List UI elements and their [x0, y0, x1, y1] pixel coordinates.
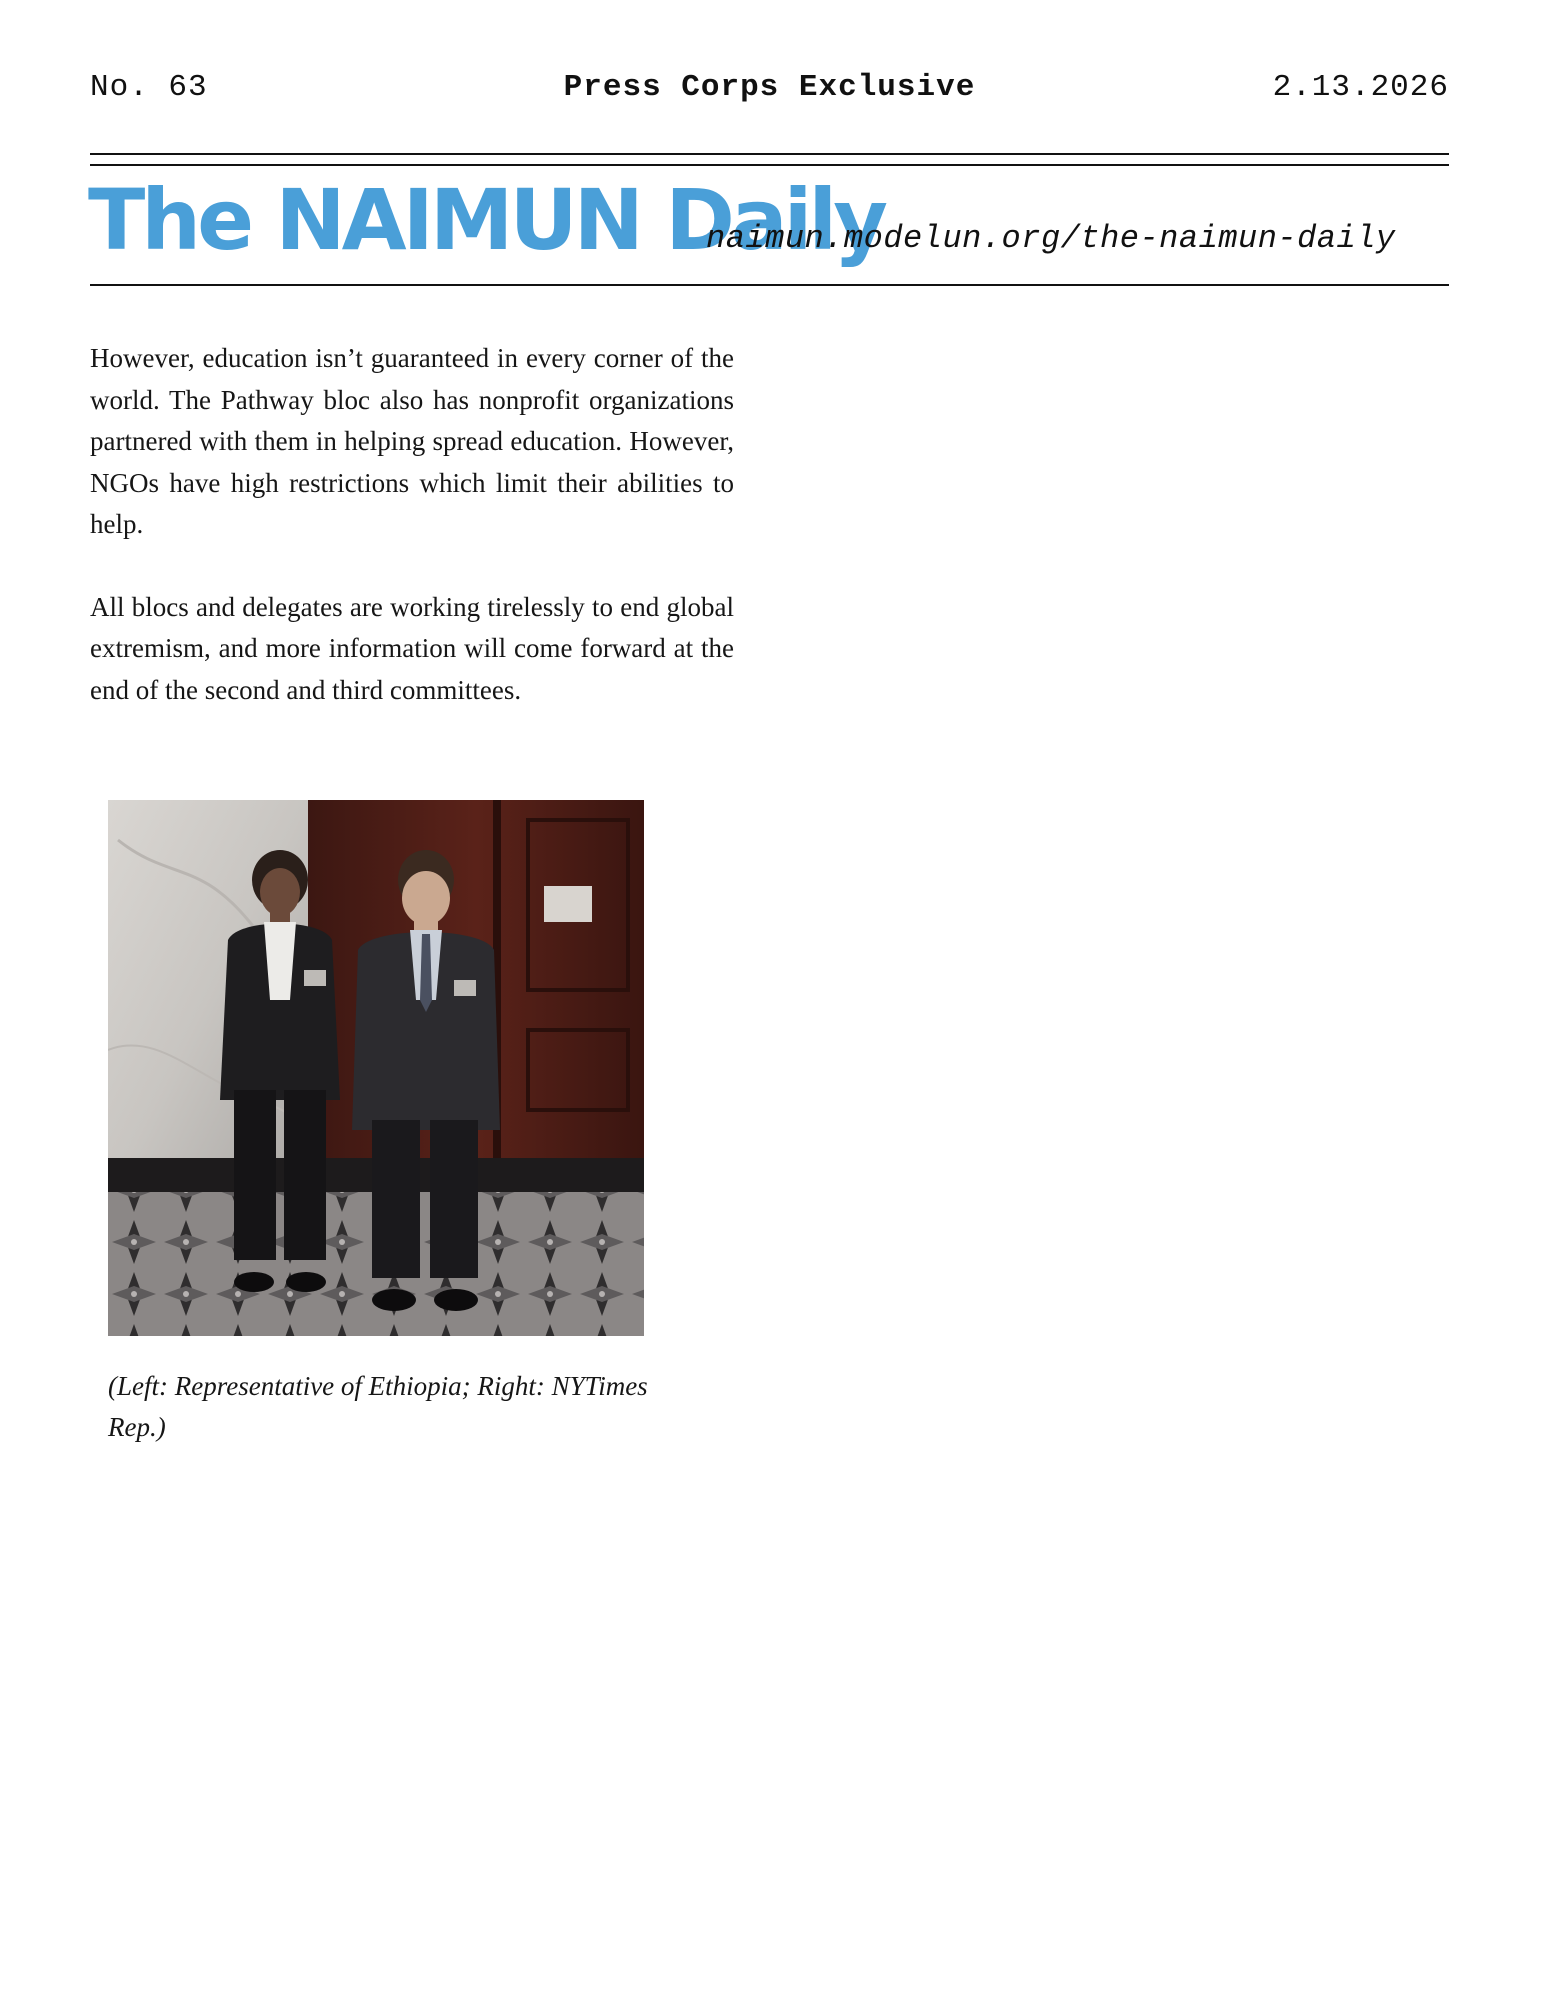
header-divider-top: [90, 153, 1449, 155]
header-divider-bottom: [90, 164, 1449, 166]
masthead-url: naimun.modelun.org/the-naimun-daily: [706, 220, 1396, 257]
article-paragraph: However, education isn’t guaranteed in every corner of the world. The Pathway bloc also has nonprofit organizations partnered with them in helping spread education. However, NGOs have high restrictions which limit their abilities to help.: [90, 343, 734, 539]
issue-date: 2.13.2026: [1272, 70, 1449, 105]
masthead-divider: [90, 284, 1449, 286]
article-body: [90, 338, 734, 752]
header-bar: [90, 70, 1449, 110]
article-paragraph: All blocs and delegates are working tirelessly to end global extremism, and more information will come forward at the end of the second and third committees.: [90, 591, 734, 705]
photo-caption: (Left: Representative of Ethiopia; Right: NYTimes Rep.): [108, 1371, 648, 1442]
section-kicker: Press Corps Exclusive: [563, 70, 976, 105]
masthead-title: The NAIMUN Daily: [88, 171, 884, 269]
issue-number: No. 63: [90, 70, 208, 105]
delegates-photo: [108, 800, 644, 1336]
